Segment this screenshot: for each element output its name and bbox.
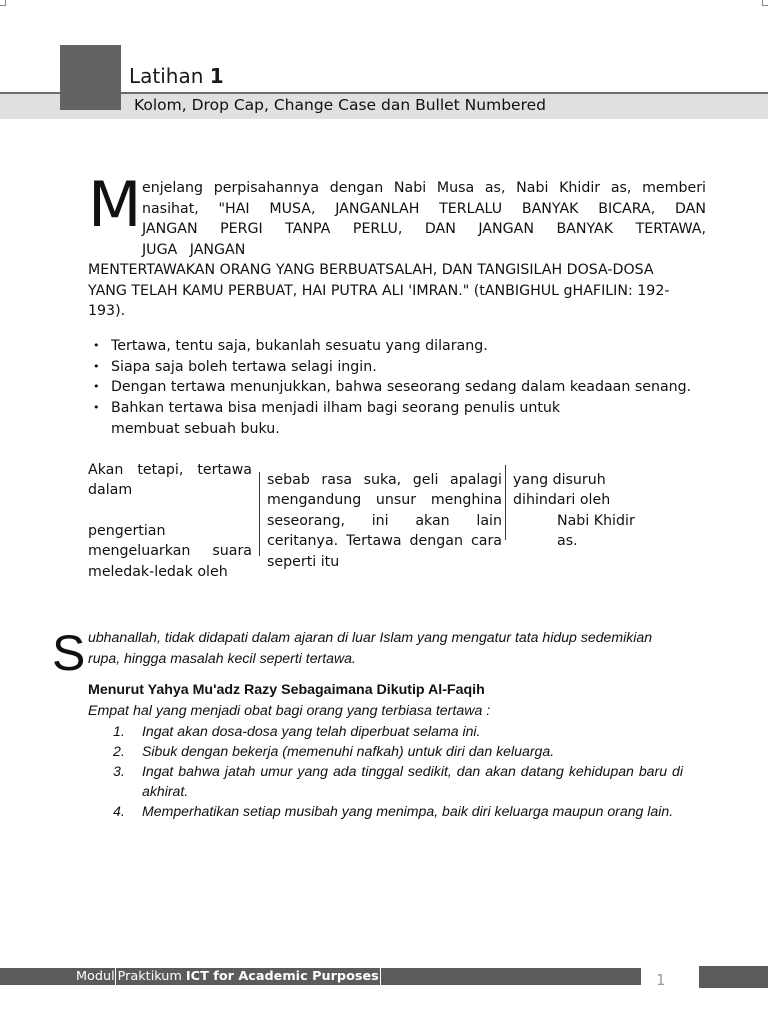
paragraph-line: 193). bbox=[88, 303, 126, 319]
drop-cap-m: M bbox=[88, 168, 142, 241]
paragraph-nasihat bbox=[88, 178, 706, 322]
column-divider bbox=[259, 472, 260, 556]
column-three-line: as. bbox=[557, 533, 578, 550]
item-number: 3. bbox=[113, 763, 125, 780]
numbered-item bbox=[113, 761, 683, 801]
column-three-line: yang disuruh bbox=[513, 472, 606, 488]
paragraph-line: ubhanallah, tidak didapati dalam ajaran di luar Islam yang mengatur tata hidup sedemikian bbox=[88, 629, 653, 645]
footer-block bbox=[699, 966, 768, 988]
bullet-list bbox=[93, 336, 691, 440]
item-text: Ingat bahwa jatah umur yang ada tinggal sedikit, dan akan datang kehidupan baru di akhirat. bbox=[142, 763, 683, 800]
footer-praktikum: Praktikum bbox=[115, 968, 182, 985]
column-three-line: dihindari oleh bbox=[513, 492, 611, 509]
column-three-line: Nabi Khidir bbox=[557, 512, 635, 529]
item-number: 2. bbox=[113, 743, 125, 760]
section-intro: Empat hal yang menjadi obat bagi orang yang terbiasa tertawa : bbox=[88, 703, 491, 719]
paragraph-line: JANGAN PERGI TANPA PERLU, DAN JANGAN BANYAK TERTAWA, bbox=[142, 221, 706, 237]
item-number: 4. bbox=[113, 803, 125, 820]
paragraph-line: enjelang perpisahannya dengan Nabi Musa as, Nabi Khidir as, memberi bbox=[142, 180, 706, 196]
footer-modul: Modul bbox=[76, 969, 115, 984]
header-square bbox=[60, 45, 121, 110]
numbered-list bbox=[113, 721, 683, 821]
paragraph-line: YANG TELAH KAMU PERBUAT, HAI PUTRA ALI 'IMRAN." (tANBIGHUL gHAFILIN: 192- bbox=[88, 282, 670, 299]
paragraph-line: nasihat, "HAI MUSA, JANGANLAH TERLALU BANYAK BICARA, DAN bbox=[142, 200, 706, 217]
lesson-subtitle: Kolom, Drop Cap, Change Case dan Bullet Numbered bbox=[134, 96, 546, 114]
column-divider bbox=[505, 465, 506, 540]
lesson-title-word: Latihan bbox=[129, 64, 204, 88]
bullet-item: • Siapa saja boleh tertawa selagi ingin. bbox=[93, 357, 691, 378]
column-one-text-a: Akan tetapi, tertawa dalam bbox=[88, 462, 252, 499]
crop-mark-top-left bbox=[0, 0, 6, 6]
bullet-item: • Tertawa, tentu saja, bukanlah sesuatu yang dilarang. bbox=[93, 336, 691, 357]
item-text: Memperhatikan setiap musibah yang menimpa, baik diri keluarga maupun orang lain. bbox=[142, 803, 674, 820]
lesson-title bbox=[129, 64, 224, 88]
item-text: Ingat akan dosa-dosa yang telah diperbuat selama ini. bbox=[142, 723, 481, 739]
column-two: sebab rasa suka, geli apalagi mengandung unsur menghina seseorang, ini akan lain ceritanya. Tertawa dengan cara seperti itu bbox=[267, 472, 502, 570]
paragraph-line: MENTERTAWAKAN ORANG YANG BERBUATSALAH, DAN TANGISILAH DOSA-DOSA bbox=[88, 262, 654, 278]
bullet-item: • Bahkan tertawa bisa menjadi ilham bagi seorang penulis untuk membuat sebuah buku. bbox=[93, 398, 603, 439]
item-number: 1. bbox=[113, 723, 125, 739]
crop-mark-top-right bbox=[762, 0, 768, 6]
numbered-item bbox=[113, 741, 683, 761]
section-heading: Menurut Yahya Mu'adz Razy Sebagaimana Dikutip Al-Faqih bbox=[88, 682, 485, 698]
page-number: 1 bbox=[656, 971, 666, 989]
drop-cap-s: S bbox=[52, 625, 86, 681]
paragraph-line: rupa, hingga masalah kecil seperti tertawa. bbox=[88, 649, 356, 666]
numbered-item bbox=[113, 801, 683, 821]
footer-course: ICT for Academic Purposes bbox=[185, 969, 379, 984]
column-three bbox=[513, 470, 663, 552]
lesson-title-number: 1 bbox=[209, 64, 224, 88]
paragraph-line: JUGA JANGAN bbox=[142, 241, 246, 258]
bullet-item: • Dengan tertawa menunjukkan, bahwa seseorang sedang dalam keadaan senang. bbox=[93, 377, 691, 398]
column-gap bbox=[88, 501, 252, 521]
numbered-item bbox=[113, 721, 683, 741]
item-text: Sibuk dengan bekerja (memenuhi nafkah) untuk diri dan keluarga. bbox=[142, 743, 555, 760]
column-one bbox=[88, 460, 252, 582]
column-one-text-b: pengertian mengeluarkan suara meledak-ledak oleh bbox=[88, 522, 252, 580]
footer-label bbox=[76, 968, 381, 985]
paragraph-subhanallah bbox=[88, 627, 698, 668]
